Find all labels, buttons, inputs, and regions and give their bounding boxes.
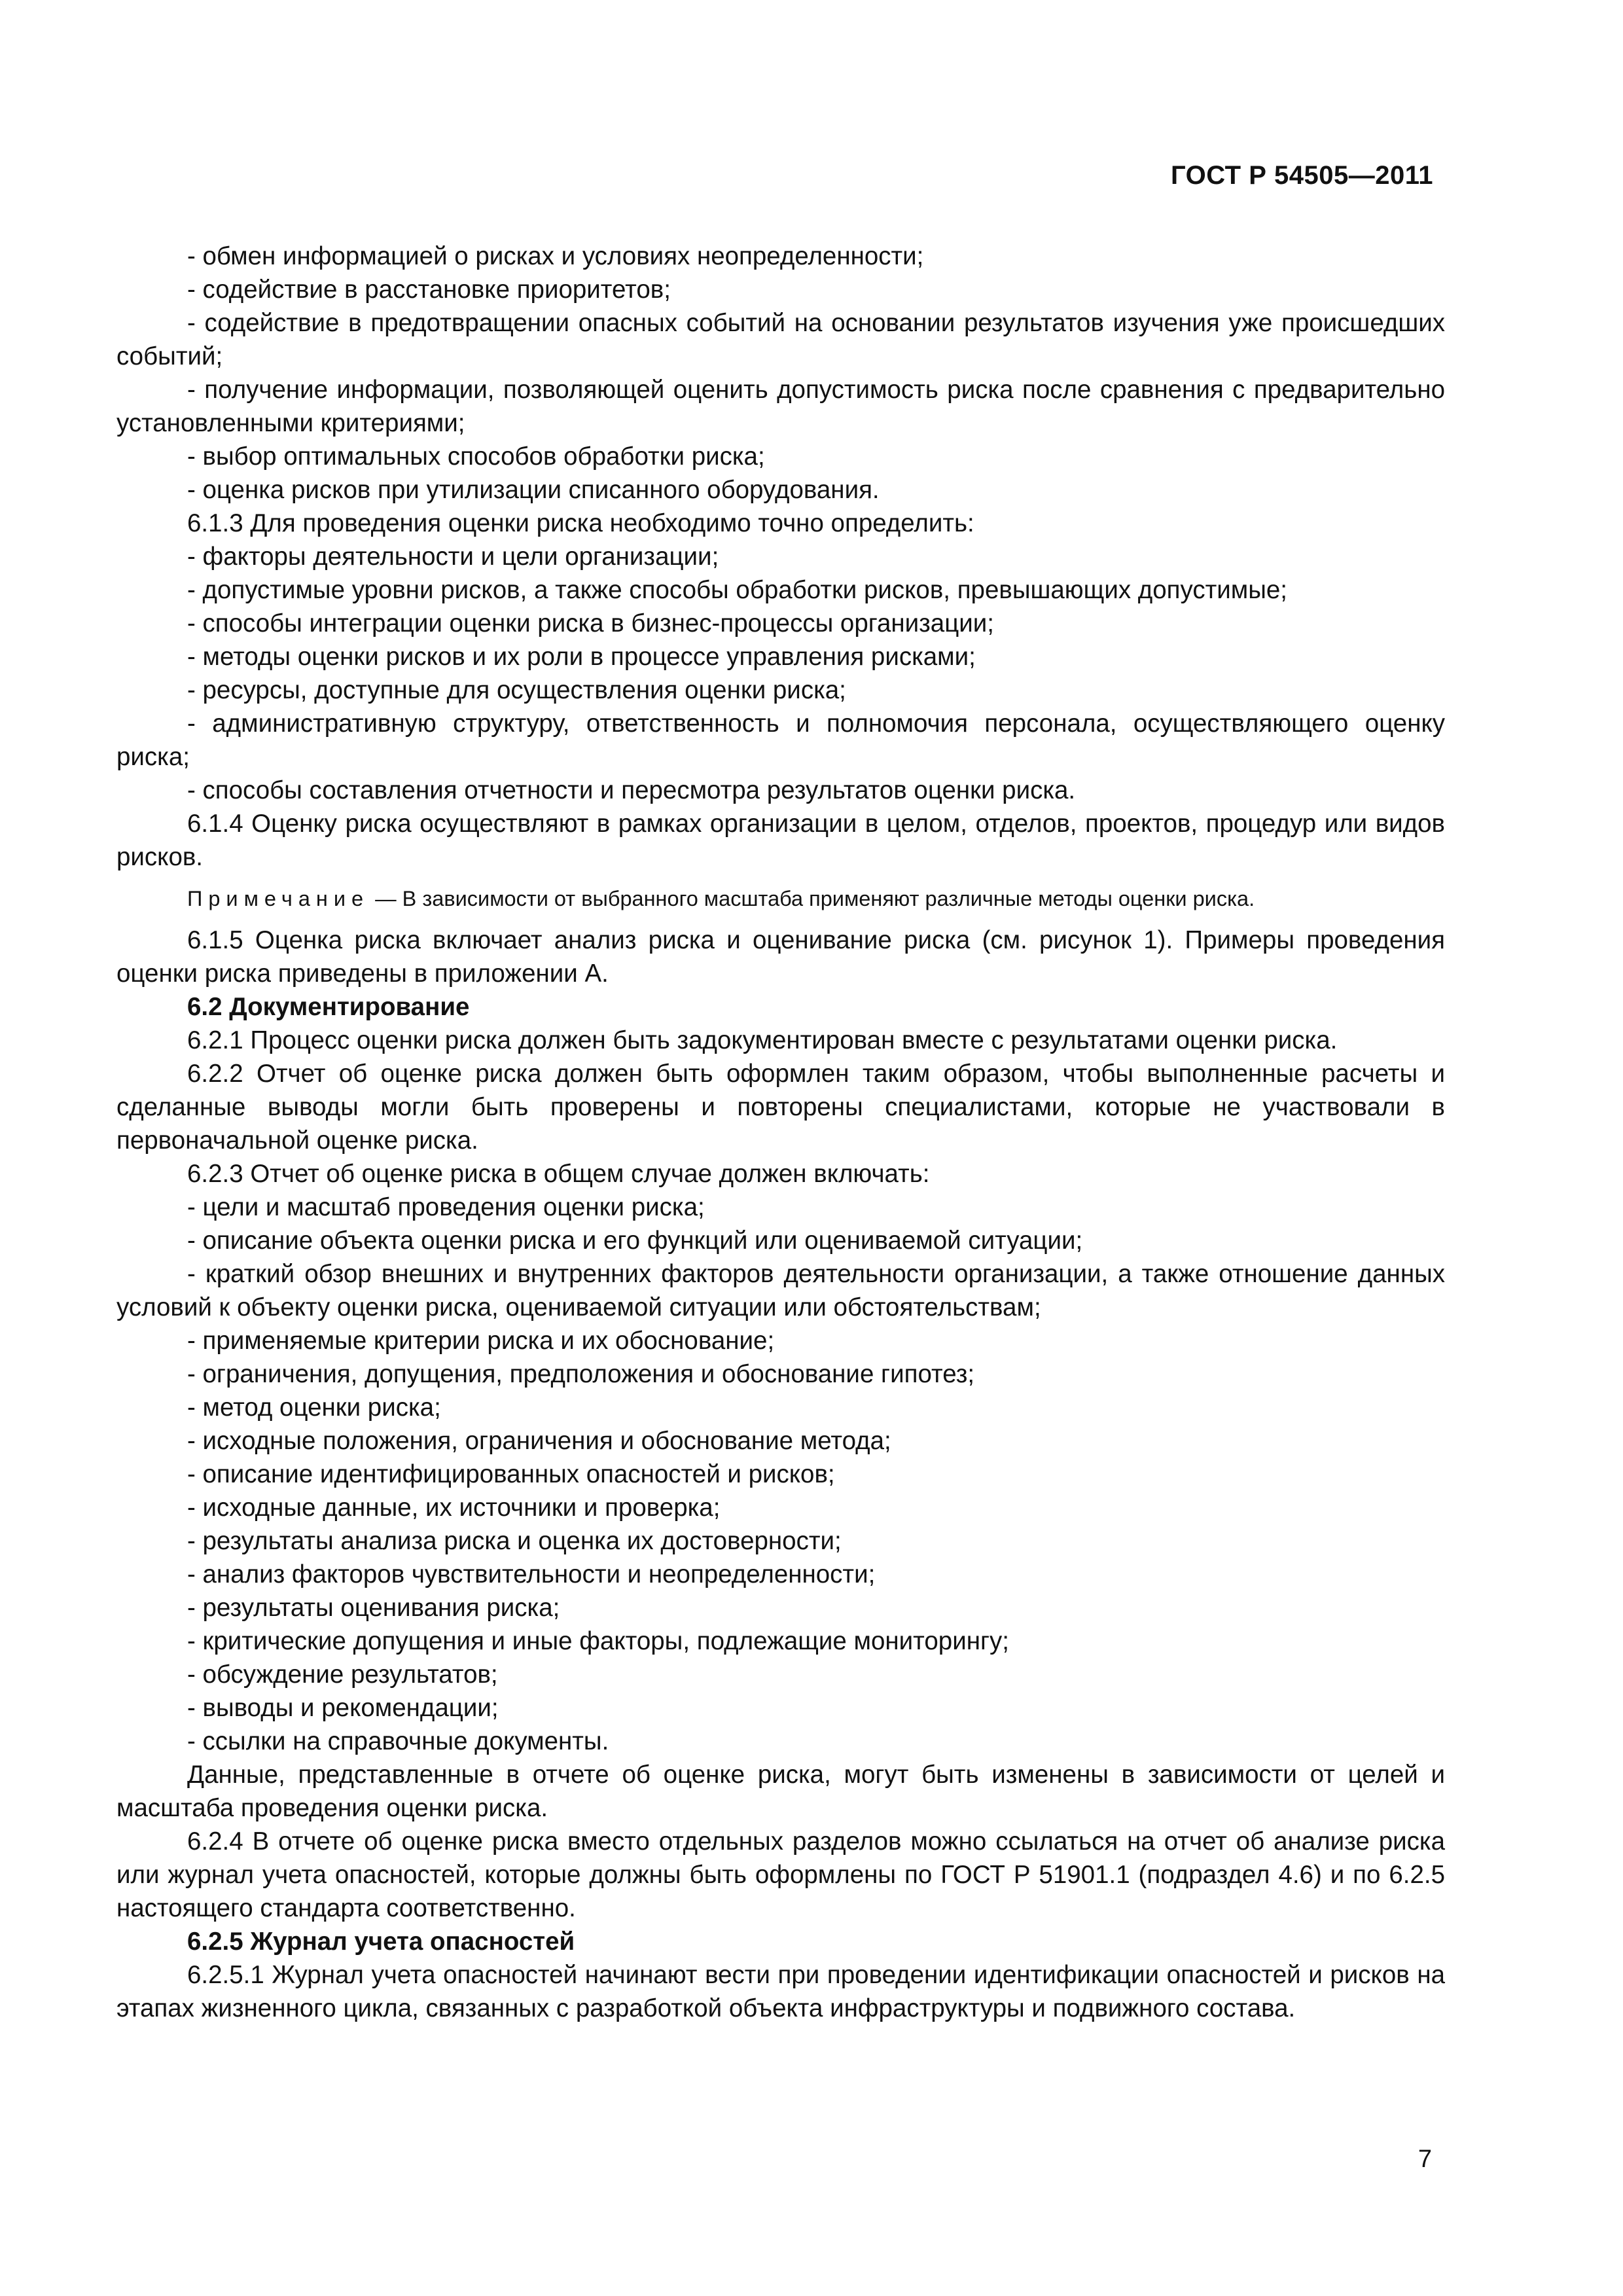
list-item: - ссылки на справочные документы. <box>187 1727 609 1755</box>
list-item: - ограничения, допущения, предположения и обоснование гипотез; <box>187 1360 975 1388</box>
list-item: - исходные данные, их источники и проверка; <box>187 1494 721 1522</box>
paragraph: Данные, представленные в отчете об оценке риска, могут быть изменены в зависимости от целей и масштаба проведения оценки риска. <box>116 1761 1445 1822</box>
list-item: - краткий обзор внешних и внутренних факторов деятельности организации, а также отношение данных условий к объекту оценки риска, оцениваемой ситуации или обстоятельствам; <box>116 1260 1445 1321</box>
list-item: - цели и масштаб проведения оценки риска; <box>187 1193 705 1221</box>
section-heading-6-2-5: 6.2.5 Журнал учета опасностей <box>187 1928 575 1956</box>
document-body <box>116 240 1445 2025</box>
list-item: - способы интеграции оценки риска в бизнес-процессы организации; <box>187 609 994 637</box>
clause-6-1-3: 6.1.3 Для проведения оценки риска необходимо точно определить: <box>187 509 974 537</box>
list-item: - применяемые критерии риска и их обоснование; <box>187 1327 775 1355</box>
list-item: - выводы и рекомендации; <box>187 1694 499 1722</box>
list-item: - содействие в расстановке приоритетов; <box>187 276 671 304</box>
list-item: - критические допущения и иные факторы, подлежащие мониторингу; <box>187 1627 1009 1655</box>
page-number: 7 <box>1418 2145 1432 2173</box>
list-item: - факторы деятельности и цели организации; <box>187 543 719 571</box>
list-item: - обсуждение результатов; <box>187 1660 498 1689</box>
clause-6-2-5-1: 6.2.5.1 Журнал учета опасностей начинают вести при проведении идентификации опасностей и рисков на этапах жизненного цикла, связанных с разработкой объекта инфраструктуры и подвижного состава. <box>116 1961 1445 2022</box>
list-item: - выбор оптимальных способов обработки риска; <box>187 442 765 471</box>
note-label: Примечание <box>187 887 370 910</box>
note-text: — В зависимости от выбранного масштаба применяют различные методы оценки риска. <box>375 887 1255 910</box>
document-code-header: ГОСТ Р 54505—2011 <box>1171 161 1433 190</box>
list-item: - анализ факторов чувствительности и неопределенности; <box>187 1560 876 1588</box>
clause-6-2-2: 6.2.2 Отчет об оценке риска должен быть оформлен таким образом, чтобы выполненные расчеты и сделанные выводы могли быть проверены и повторены специалистами, которые не участвовали в первоначальной оценке риска. <box>116 1060 1445 1155</box>
list-item: - допустимые уровни рисков, а также способы обработки рисков, превышающих допустимые; <box>187 576 1287 604</box>
list-item: - ресурсы, доступные для осуществления оценки риска; <box>187 676 846 704</box>
list-item: - обмен информацией о рисках и условиях неопределенности; <box>187 242 924 270</box>
list-item: - содействие в предотвращении опасных событий на основании результатов изучения уже происшедших событий; <box>116 309 1445 370</box>
clause-6-1-4: 6.1.4 Оценку риска осуществляют в рамках организации в целом, отделов, проектов, процедур или видов рисков. <box>116 810 1445 871</box>
clause-6-2-4: 6.2.4 В отчете об оценке риска вместо отдельных разделов можно ссылаться на отчет об анализе риска или журнал учета опасностей, которые должны быть оформлены по ГОСТ Р 51901.1 (подраздел 4.6) и по 6.2.5 настоящего стандарта соответственно. <box>116 1827 1445 1922</box>
list-item: - методы оценки рисков и их роли в процессе управления рисками; <box>187 643 976 671</box>
list-item: - исходные положения, ограничения и обоснование метода; <box>187 1427 891 1455</box>
note <box>116 884 1445 913</box>
list-item: - метод оценки риска; <box>187 1393 441 1422</box>
list-item: - описание объекта оценки риска и его функций или оцениваемой ситуации; <box>187 1227 1083 1255</box>
clause-6-2-1: 6.2.1 Процесс оценки риска должен быть задокументирован вместе с результатами оценки риска. <box>187 1026 1338 1054</box>
clause-6-2-3: 6.2.3 Отчет об оценке риска в общем случае должен включать: <box>187 1160 930 1188</box>
list-item: - оценка рисков при утилизации списанного оборудования. <box>187 476 880 504</box>
list-item: - результаты анализа риска и оценка их достоверности; <box>187 1527 842 1555</box>
list-item: - описание идентифицированных опасностей и рисков; <box>187 1460 835 1488</box>
list-item: - получение информации, позволяющей оценить допустимость риска после сравнения с предварительно установленными критериями; <box>116 376 1445 437</box>
list-item: - результаты оценивания риска; <box>187 1594 560 1622</box>
list-item: - административную структуру, ответственность и полномочия персонала, осуществляющего оценку риска; <box>116 709 1445 771</box>
list-item: - способы составления отчетности и пересмотра результатов оценки риска. <box>187 776 1076 804</box>
clause-6-1-5: 6.1.5 Оценка риска включает анализ риска и оценивание риска (см. рисунок 1). Примеры проведения оценки риска приведены в приложении А. <box>116 926 1445 988</box>
section-heading-6-2: 6.2 Документирование <box>187 993 470 1021</box>
